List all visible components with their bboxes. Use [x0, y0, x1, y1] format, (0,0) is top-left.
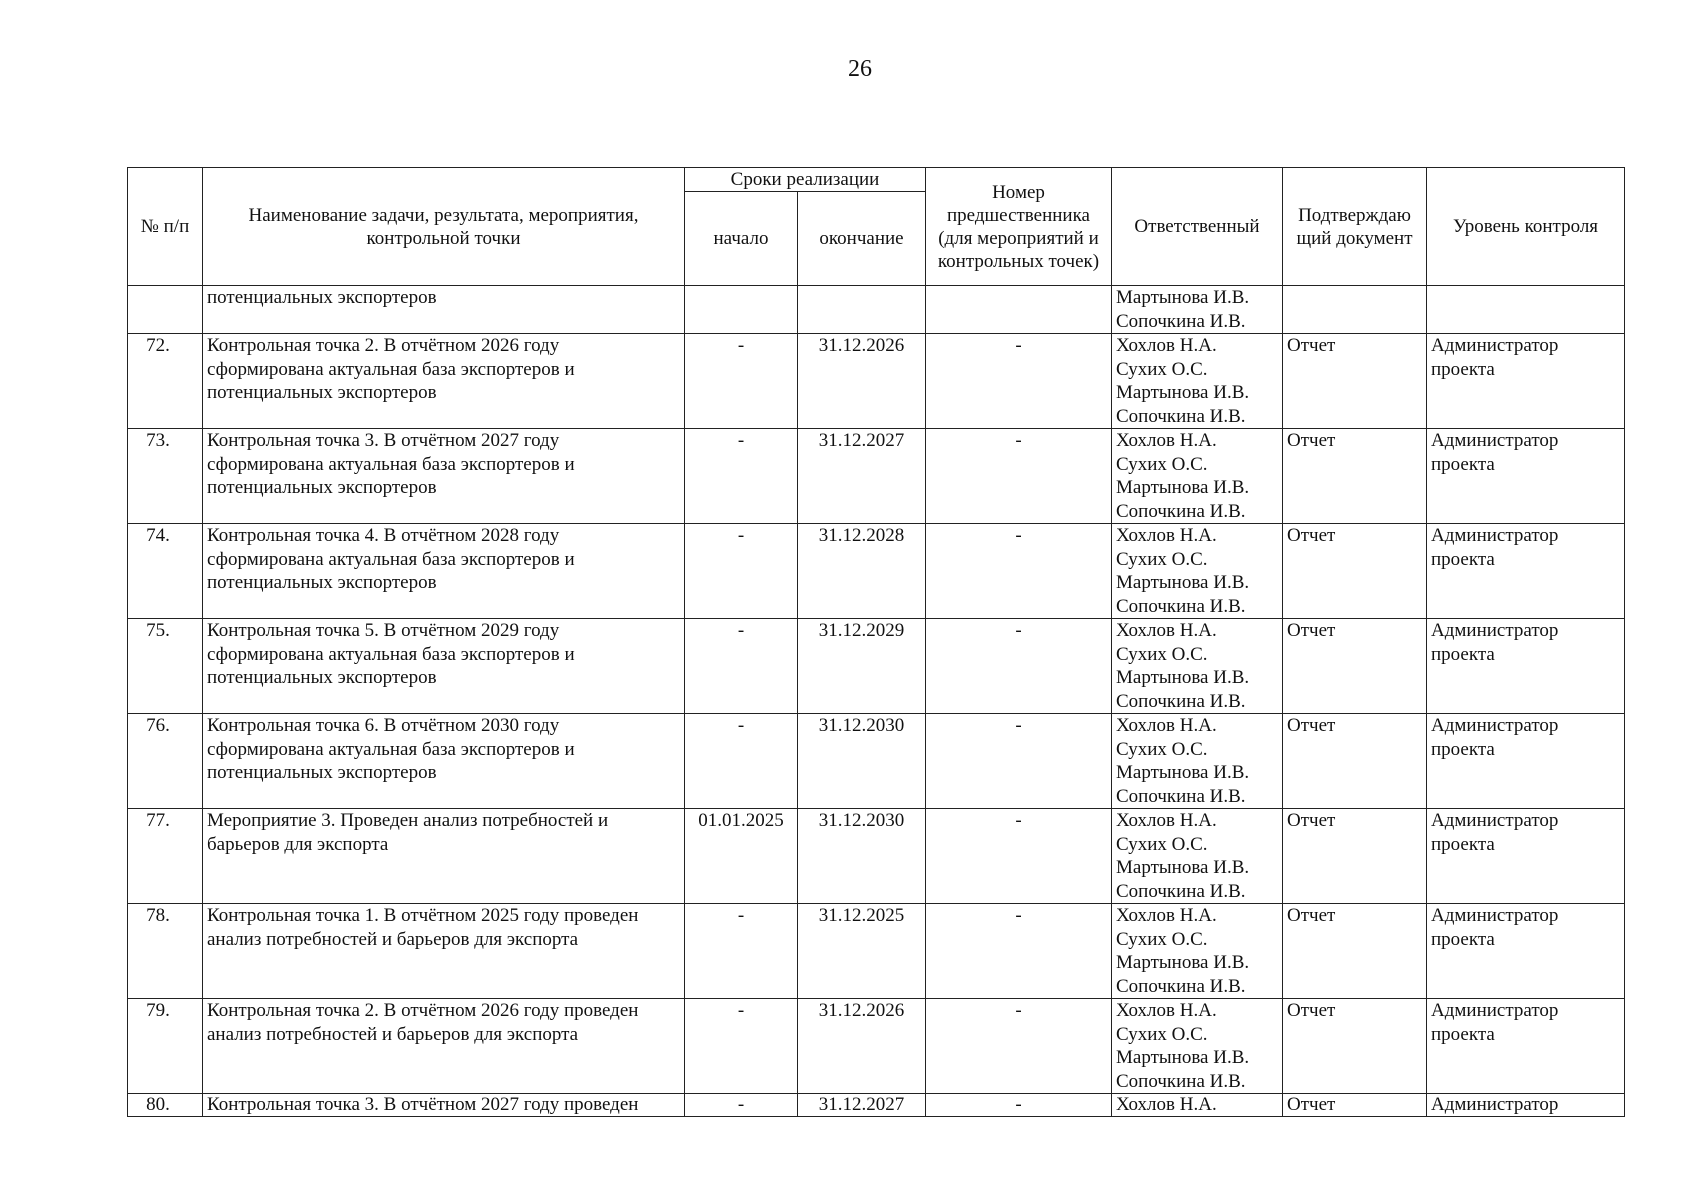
cell-predecessor: -: [926, 619, 1112, 714]
control-line: Администратор: [1431, 335, 1559, 356]
cell-end: 31.12.2026: [798, 999, 926, 1094]
cell-start: 01.01.2025: [685, 809, 798, 904]
name-line: Контрольная точка 3. В отчётном 2027 году: [207, 430, 560, 451]
name-line: анализ потребностей и барьеров для экспорта: [207, 1023, 579, 1045]
responsible-name: Хохлов Н.А.: [1116, 525, 1217, 546]
responsible-name: Хохлов Н.А.: [1116, 335, 1217, 356]
header-control: Уровень контроля: [1427, 168, 1625, 286]
cell-responsible: [1112, 809, 1283, 904]
cell-document: Отчет: [1283, 999, 1427, 1094]
table-row: [128, 619, 1625, 714]
cell-document: Отчет: [1283, 1094, 1427, 1117]
cell-control: [1427, 524, 1625, 619]
control-line: Администратор: [1431, 810, 1559, 831]
cell-predecessor: -: [926, 1094, 1112, 1117]
cell-start: -: [685, 619, 798, 714]
cell-start: -: [685, 714, 798, 809]
cell-predecessor: -: [926, 429, 1112, 524]
responsible-name: Хохлов Н.А.: [1116, 620, 1217, 641]
header-end: окончание: [798, 192, 926, 286]
cell-end: 31.12.2028: [798, 524, 926, 619]
responsible-name: Хохлов Н.А.: [1116, 810, 1217, 831]
responsible-name: Сопочкина И.В.: [1116, 500, 1246, 522]
control-line: проекта: [1431, 453, 1495, 475]
cell-control: [1427, 904, 1625, 999]
control-line: Администратор: [1431, 905, 1559, 926]
cell-control: [1427, 714, 1625, 809]
table-row: [128, 1094, 1625, 1117]
cell-document: Отчет: [1283, 334, 1427, 429]
cell-control: [1427, 809, 1625, 904]
responsible-name: Мартынова И.В.: [1116, 857, 1250, 878]
cell-end: [798, 286, 926, 334]
cell-control: [1427, 1094, 1625, 1117]
responsible-name: Хохлов Н.А.: [1116, 715, 1217, 736]
cell-responsible: [1112, 429, 1283, 524]
cell-name: [203, 999, 685, 1094]
name-line: Контрольная точка 4. В отчётном 2028 году: [207, 525, 560, 546]
cell-responsible: [1112, 1094, 1283, 1117]
cell-start: [685, 286, 798, 334]
cell-end: 31.12.2025: [798, 904, 926, 999]
responsible-name: Хохлов Н.А.: [1116, 430, 1217, 451]
responsible-name: Хохлов Н.А.: [1116, 1000, 1217, 1021]
table-row: [128, 999, 1625, 1094]
plan-table: [127, 167, 1625, 1117]
cell-name: [203, 714, 685, 809]
name-line: сформирована актуальная база экспортеров и: [207, 453, 575, 475]
responsible-name: Сухих О.С.: [1116, 833, 1208, 855]
cell-end: 31.12.2026: [798, 334, 926, 429]
responsible-name: Сопочкина И.В.: [1116, 975, 1246, 997]
header-name: Наименование задачи, результата, мероприятия, контрольной точки: [203, 168, 685, 286]
name-line: сформирована актуальная база экспортеров и: [207, 738, 575, 760]
responsible-name: Сухих О.С.: [1116, 643, 1208, 665]
cell-start: -: [685, 334, 798, 429]
cell-control: [1427, 334, 1625, 429]
cell-num: [128, 286, 203, 334]
name-line: потенциальных экспортеров: [207, 572, 437, 593]
control-line: Администратор: [1431, 430, 1559, 451]
responsible-name: Мартынова И.В.: [1116, 1047, 1250, 1068]
responsible-name: Сухих О.С.: [1116, 358, 1208, 380]
name-line: сформирована актуальная база экспортеров и: [207, 358, 575, 380]
responsible-name: Мартынова И.В.: [1116, 667, 1250, 688]
name-line: Контрольная точка 1. В отчётном 2025 году проведен: [207, 905, 639, 926]
control-line: проекта: [1431, 928, 1495, 950]
responsible-name: Сухих О.С.: [1116, 453, 1208, 475]
responsible-name: Мартынова И.В.: [1116, 382, 1250, 403]
control-line: Администратор: [1431, 1094, 1559, 1115]
responsible-name: Сухих О.С.: [1116, 928, 1208, 950]
cell-document: Отчет: [1283, 429, 1427, 524]
cell-num: 79.: [128, 999, 203, 1094]
control-line: проекта: [1431, 738, 1495, 760]
cell-num: 76.: [128, 714, 203, 809]
name-line: сформирована актуальная база экспортеров и: [207, 548, 575, 570]
cell-responsible: [1112, 904, 1283, 999]
name-line: потенциальных экспортеров: [207, 667, 437, 688]
cell-predecessor: -: [926, 714, 1112, 809]
cell-start: -: [685, 429, 798, 524]
cell-control: [1427, 286, 1625, 334]
header-document: Подтверждающий документ: [1283, 168, 1427, 286]
name-line: потенциальных экспортеров: [207, 762, 437, 783]
cell-num: 77.: [128, 809, 203, 904]
cell-predecessor: [926, 286, 1112, 334]
cell-name: потенциальных экспортеров: [203, 286, 685, 334]
name-line: сформирована актуальная база экспортеров и: [207, 643, 575, 665]
control-line: проекта: [1431, 548, 1495, 570]
cell-num: 73.: [128, 429, 203, 524]
cell-document: [1283, 286, 1427, 334]
cell-end: 31.12.2029: [798, 619, 926, 714]
responsible-name: Сопочкина И.В.: [1116, 310, 1246, 332]
responsible-name: Сухих О.С.: [1116, 1023, 1208, 1045]
cell-control: [1427, 429, 1625, 524]
cell-num: 80.: [128, 1094, 203, 1117]
cell-name: [203, 1094, 685, 1117]
header-num: № п/п: [128, 168, 203, 286]
control-line: Администратор: [1431, 715, 1559, 736]
responsible-name: Сопочкина И.В.: [1116, 785, 1246, 807]
cell-responsible: [1112, 714, 1283, 809]
responsible-name: Сопочкина И.В.: [1116, 595, 1246, 617]
name-line: Контрольная точка 5. В отчётном 2029 году: [207, 620, 560, 641]
cell-name: [203, 429, 685, 524]
responsible-name: Хохлов Н.А.: [1116, 905, 1217, 926]
responsible-name: Сопочкина И.В.: [1116, 690, 1246, 712]
header-period: Сроки реализации: [685, 168, 926, 192]
cell-predecessor: -: [926, 999, 1112, 1094]
table-row: [128, 524, 1625, 619]
cell-end: 31.12.2027: [798, 1094, 926, 1117]
control-line: Администратор: [1431, 525, 1559, 546]
control-line: проекта: [1431, 643, 1495, 665]
cell-num: 78.: [128, 904, 203, 999]
header-responsible: Ответственный: [1112, 168, 1283, 286]
name-line: Контрольная точка 6. В отчётном 2030 году: [207, 715, 560, 736]
cell-predecessor: -: [926, 904, 1112, 999]
responsible-name: Сухих О.С.: [1116, 548, 1208, 570]
cell-name: [203, 619, 685, 714]
cell-end: 31.12.2030: [798, 809, 926, 904]
responsible-name: Сухих О.С.: [1116, 738, 1208, 760]
responsible-name: Сопочкина И.В.: [1116, 1070, 1246, 1092]
responsible-name: Мартынова И.В.: [1116, 952, 1250, 973]
table-row: [128, 809, 1625, 904]
table-row: [128, 714, 1625, 809]
cell-document: Отчет: [1283, 714, 1427, 809]
cell-start: -: [685, 904, 798, 999]
cell-end: 31.12.2027: [798, 429, 926, 524]
name-line: Контрольная точка 2. В отчётном 2026 году: [207, 335, 560, 356]
cell-name: [203, 524, 685, 619]
responsible-name: Мартынова И.В.: [1116, 762, 1250, 783]
cell-responsible: [1112, 286, 1283, 334]
cell-responsible: [1112, 334, 1283, 429]
cell-predecessor: -: [926, 334, 1112, 429]
header-predecessor: Номер предшественника (для мероприятий и контрольных точек): [926, 168, 1112, 286]
cell-responsible: [1112, 999, 1283, 1094]
name-line: Мероприятие 3. Проведен анализ потребностей и: [207, 810, 609, 831]
cell-responsible: [1112, 524, 1283, 619]
cell-responsible: [1112, 619, 1283, 714]
name-line: Контрольная точка 3. В отчётном 2027 году проведен: [207, 1094, 639, 1115]
control-line: проекта: [1431, 358, 1495, 380]
cell-document: Отчет: [1283, 619, 1427, 714]
control-line: Администратор: [1431, 620, 1559, 641]
control-line: проекта: [1431, 833, 1495, 855]
page-number: 26: [848, 56, 872, 82]
table-row: [128, 904, 1625, 999]
cell-predecessor: -: [926, 809, 1112, 904]
cell-name: [203, 334, 685, 429]
name-line: барьеров для экспорта: [207, 833, 389, 855]
responsible-name: Мартынова И.В.: [1116, 477, 1250, 498]
cell-control: [1427, 999, 1625, 1094]
header-start: начало: [685, 192, 798, 286]
responsible-name: Мартынова И.В.: [1116, 287, 1250, 308]
cell-predecessor: -: [926, 524, 1112, 619]
name-line: потенциальных экспортеров: [207, 477, 437, 498]
cell-end: 31.12.2030: [798, 714, 926, 809]
cell-document: Отчет: [1283, 904, 1427, 999]
cell-start: -: [685, 999, 798, 1094]
cell-num: 74.: [128, 524, 203, 619]
cell-name: [203, 904, 685, 999]
cell-document: Отчет: [1283, 524, 1427, 619]
cell-start: -: [685, 1094, 798, 1117]
responsible-name: Сопочкина И.В.: [1116, 405, 1246, 427]
responsible-name: Сопочкина И.В.: [1116, 880, 1246, 902]
name-line: Контрольная точка 2. В отчётном 2026 году проведен: [207, 1000, 639, 1021]
name-line: потенциальных экспортеров: [207, 382, 437, 403]
table-row: [128, 429, 1625, 524]
cell-start: -: [685, 524, 798, 619]
cell-document: Отчет: [1283, 809, 1427, 904]
cell-control: [1427, 619, 1625, 714]
continuation-row: [128, 286, 1625, 334]
control-line: Администратор: [1431, 1000, 1559, 1021]
responsible-name: Мартынова И.В.: [1116, 572, 1250, 593]
table-row: [128, 334, 1625, 429]
name-line: анализ потребностей и барьеров для экспорта: [207, 928, 579, 950]
cell-num: 72.: [128, 334, 203, 429]
cell-name: [203, 809, 685, 904]
responsible-name: Хохлов Н.А.: [1116, 1094, 1217, 1115]
header-row: [128, 168, 1625, 192]
cell-num: 75.: [128, 619, 203, 714]
control-line: проекта: [1431, 1023, 1495, 1045]
